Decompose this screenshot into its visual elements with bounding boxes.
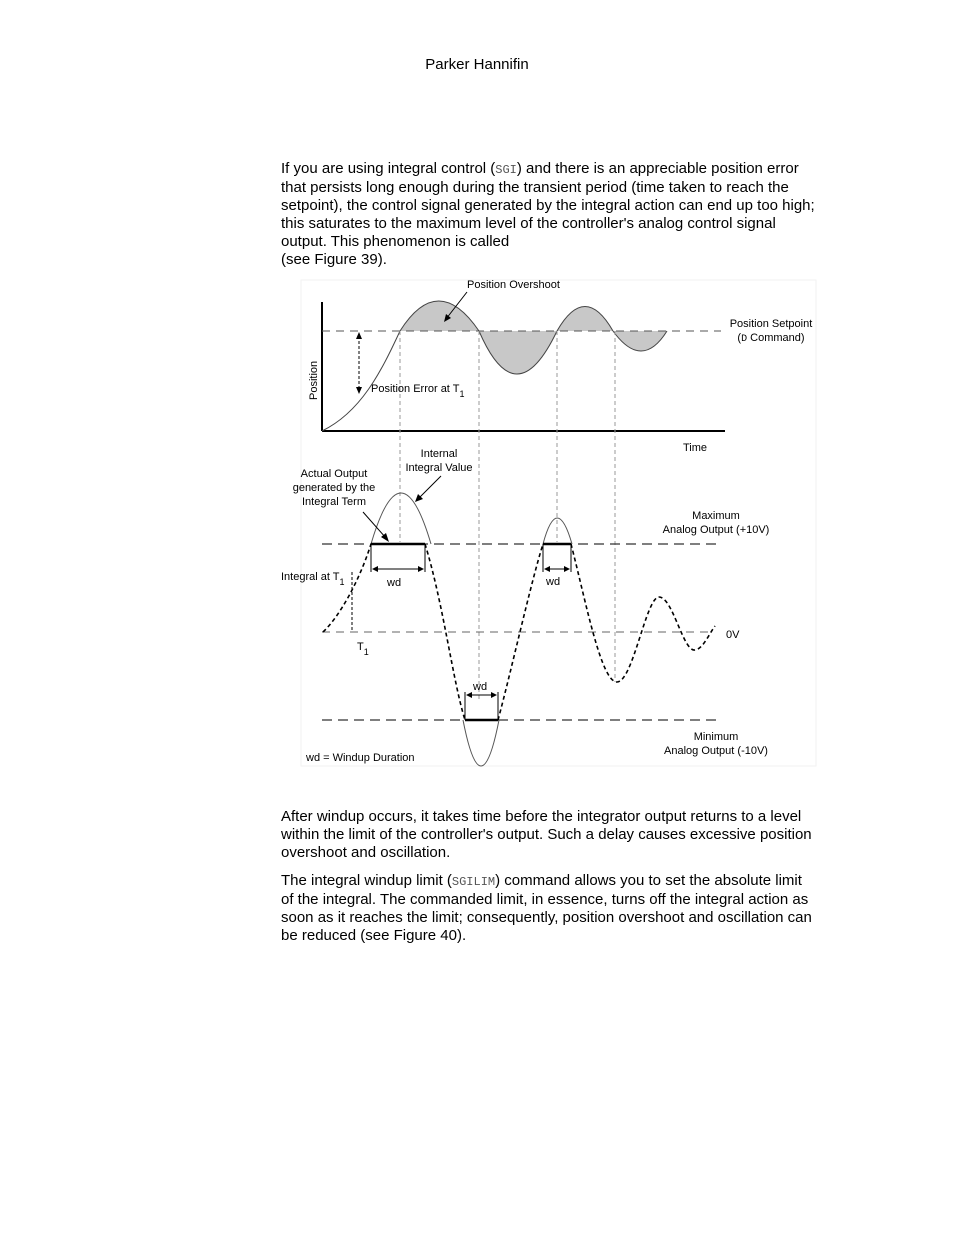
limit-text-2: ) command allows you to set the absolute limit of the integral. The commanded limit, in essence, turns off the integral action as soon as it reaches the limit; consequently, position overshoot and oscillation can be reduced (see Figure 40). [281, 872, 812, 944]
sgilim-code: SGILIM [451, 875, 496, 889]
intro-text-2: ) and there is an appreciable position error that persists long enough during the transient period (time taken to reach the setpoint), the control signal generated by the integral action can end up too high; this saturates to the maximum level of the controller's analog control signal output. This phenomenon is called [281, 160, 815, 250]
actual-output-label-2: generated by the [292, 482, 376, 494]
min-output-label-1: Minimum [693, 731, 739, 743]
intro-paragraph [281, 160, 816, 269]
windup-legend: wd = Windup Duration [306, 752, 415, 764]
wd-label-3: wd [473, 681, 488, 693]
position-error-label: Position Error at $T_1$ [371, 383, 465, 399]
setpoint-label: Position Setpoint [729, 318, 813, 330]
wd-label-1: wd [387, 577, 402, 589]
actual-output-label-1: Actual Output [300, 468, 368, 480]
wd-label-2: wd [546, 576, 561, 588]
position-axis-label: Position [308, 360, 320, 400]
min-output-label-2: Analog Output (-10V) [664, 745, 768, 757]
time-axis-label: Time [683, 442, 708, 454]
max-output-label-1: Maximum [692, 510, 740, 522]
setpoint-command-label: (D Command) [737, 332, 805, 345]
intro-text-3: (see Figure 39). [281, 251, 387, 268]
limit-text-1: The integral windup limit ( [281, 872, 452, 889]
windup-limit-paragraph [281, 872, 816, 945]
internal-label: Internal [420, 448, 458, 460]
intro-text-1: If you are using integral control ( [281, 160, 496, 177]
zero-volt-label: 0V [726, 629, 740, 641]
page-header: Parker Hannifin [425, 56, 529, 73]
windup-diagram [281, 272, 821, 768]
integral-at-t1-label: Integral at $T_1$ [281, 571, 345, 587]
sgi-code: SGI [495, 163, 517, 177]
integral-windup-figure [281, 272, 821, 768]
t1-label: $T_1$ [357, 641, 369, 657]
after-windup-paragraph: After windup occurs, it takes time before the integrator output returns to a level within the limit of the controller's output. Such a delay causes excessive position overshoot and oscillation. [281, 808, 812, 861]
integral-value-label: Integral Value [405, 462, 473, 474]
actual-output-label-3: Integral Term [302, 496, 366, 508]
max-output-label-2: Analog Output (+10V) [662, 524, 770, 536]
position-overshoot-label: Position Overshoot [467, 279, 560, 291]
